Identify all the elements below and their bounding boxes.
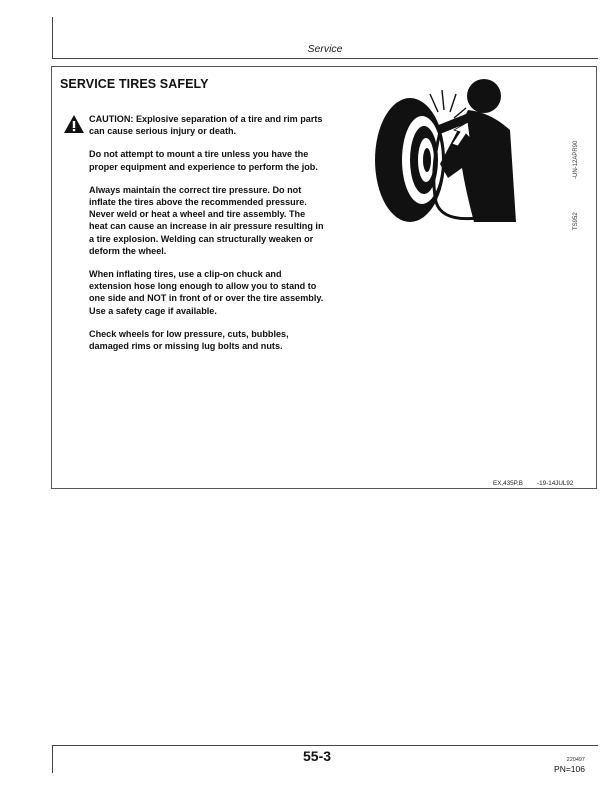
header-line: [52, 58, 598, 59]
pressure-paragraph: Always maintain the correct tire pressure. Do not inflate the tires above the recommended pressure. Never weld or heat a wheel and tire assembly. The heat can cause an increase in air pressure resulting in a tire explosion. Welding can structurally weaken or deform the wheel.: [89, 184, 324, 256]
caution-text: [89, 113, 324, 363]
warning-triangle-icon: [63, 114, 85, 134]
footer-rule: [52, 745, 53, 773]
panel-title: SERVICE TIRES SAFELY: [60, 77, 209, 91]
footer-line: [52, 745, 598, 746]
panel-ref-date: -19-14JUL92: [537, 480, 574, 487]
inflating-paragraph: When inflating tires, use a clip-on chuck and extension hose long enough to allow you to stand to one side and NOT in front of or over the tire assembly. Use a safety cage if available.: [89, 269, 324, 316]
panel-reference: [493, 480, 587, 487]
page-number: 55-3: [303, 748, 332, 764]
section-header: Service: [307, 43, 343, 55]
mount-paragraph: Do not attempt to mount a tire unless you have the proper equipment and experience to perform the job.: [89, 149, 318, 172]
footer-date-code: 220497: [566, 757, 585, 763]
illustration-id: TS952: [573, 212, 579, 230]
check-paragraph: Check wheels for low pressure, cuts, bubbles, damaged rims or missing lug bolts and nuts.: [89, 328, 289, 352]
tire-explosion-illustration: [370, 72, 518, 232]
illustration-code: -UN-12APR90: [573, 140, 579, 179]
caution-paragraph: CAUTION: Explosive separation of a tire and rim parts can cause serious injury or death.: [89, 114, 323, 137]
panel-ref-code: EX,435P,B: [493, 480, 523, 487]
footer-pn: PN=106: [554, 764, 585, 774]
safety-panel: [51, 66, 597, 489]
